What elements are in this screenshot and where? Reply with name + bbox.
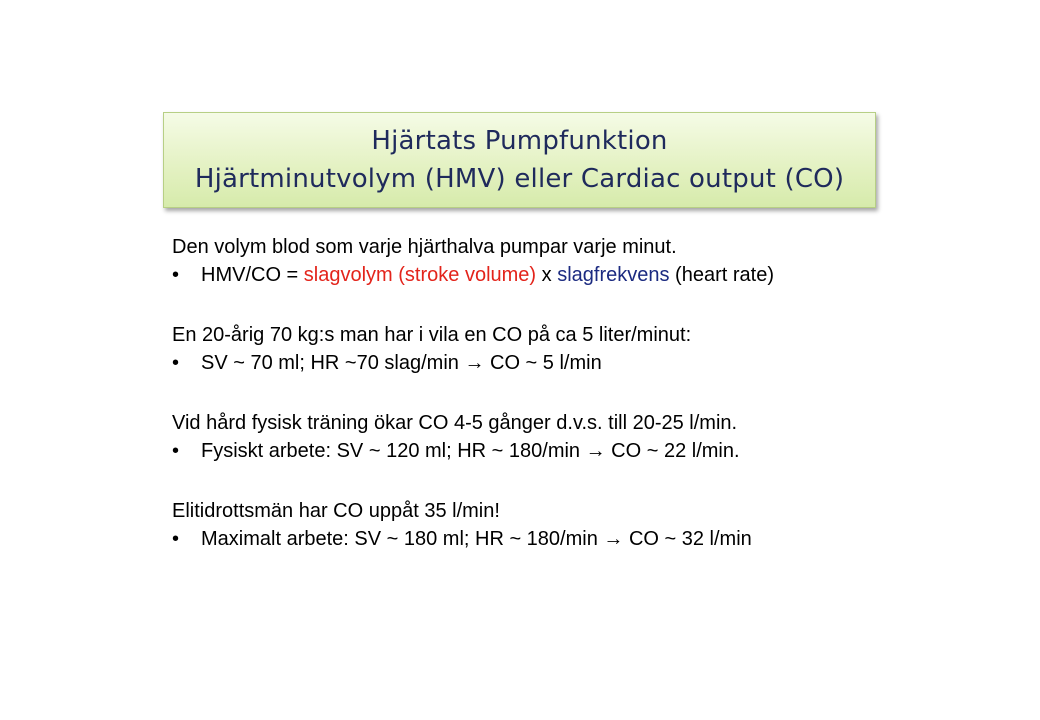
section-rest [172, 324, 872, 374]
bullet-formula [172, 264, 872, 286]
bullet-symbol: • [172, 352, 180, 374]
bullet-rest [172, 352, 872, 374]
stroke-volume-term: slagvolym (stroke volume) [303, 264, 537, 286]
rest-text: En 20-årig 70 kg:s man har i vila en CO på ca 5 liter/minut: [172, 324, 692, 346]
slide-subtitle: Hjärtminutvolym (HMV) eller Cardiac output (CO) [194, 164, 845, 194]
formula-suffix: (heart rate) [669, 264, 774, 286]
slide-content [172, 236, 872, 588]
heart-rate-term: slagfrekvens [557, 264, 670, 286]
formula-operator: x [536, 264, 558, 286]
section-elite [172, 500, 872, 550]
section-training [172, 412, 872, 462]
bullet-symbol: • [172, 264, 180, 286]
slide-title: Hjärtats Pumpfunktion [371, 126, 668, 156]
formula-prefix: HMV/CO = [201, 264, 304, 286]
bullet-training [172, 440, 872, 462]
definition-text: Den volym blod som varje hjärthalva pumpar varje minut. [172, 236, 677, 258]
training-text: Vid hård fysisk träning ökar CO 4-5 gånger d.v.s. till 20-25 l/min. [172, 412, 738, 434]
bullet-symbol: • [172, 528, 180, 550]
slide-title-box [163, 112, 876, 208]
bullet-elite [172, 528, 872, 550]
training-values: Fysiskt arbete: SV ~ 120 ml; HR ~ 180/min → CO ~ 22 l/min. [201, 440, 740, 462]
elite-text: Elitidrottsmän har CO uppåt 35 l/min! [172, 500, 500, 522]
elite-values: Maximalt arbete: SV ~ 180 ml; HR ~ 180/min → CO ~ 32 l/min [201, 528, 752, 550]
bullet-symbol: • [172, 440, 180, 462]
section-definition [172, 236, 872, 286]
rest-values: SV ~ 70 ml; HR ~70 slag/min → CO ~ 5 l/min [201, 352, 602, 374]
